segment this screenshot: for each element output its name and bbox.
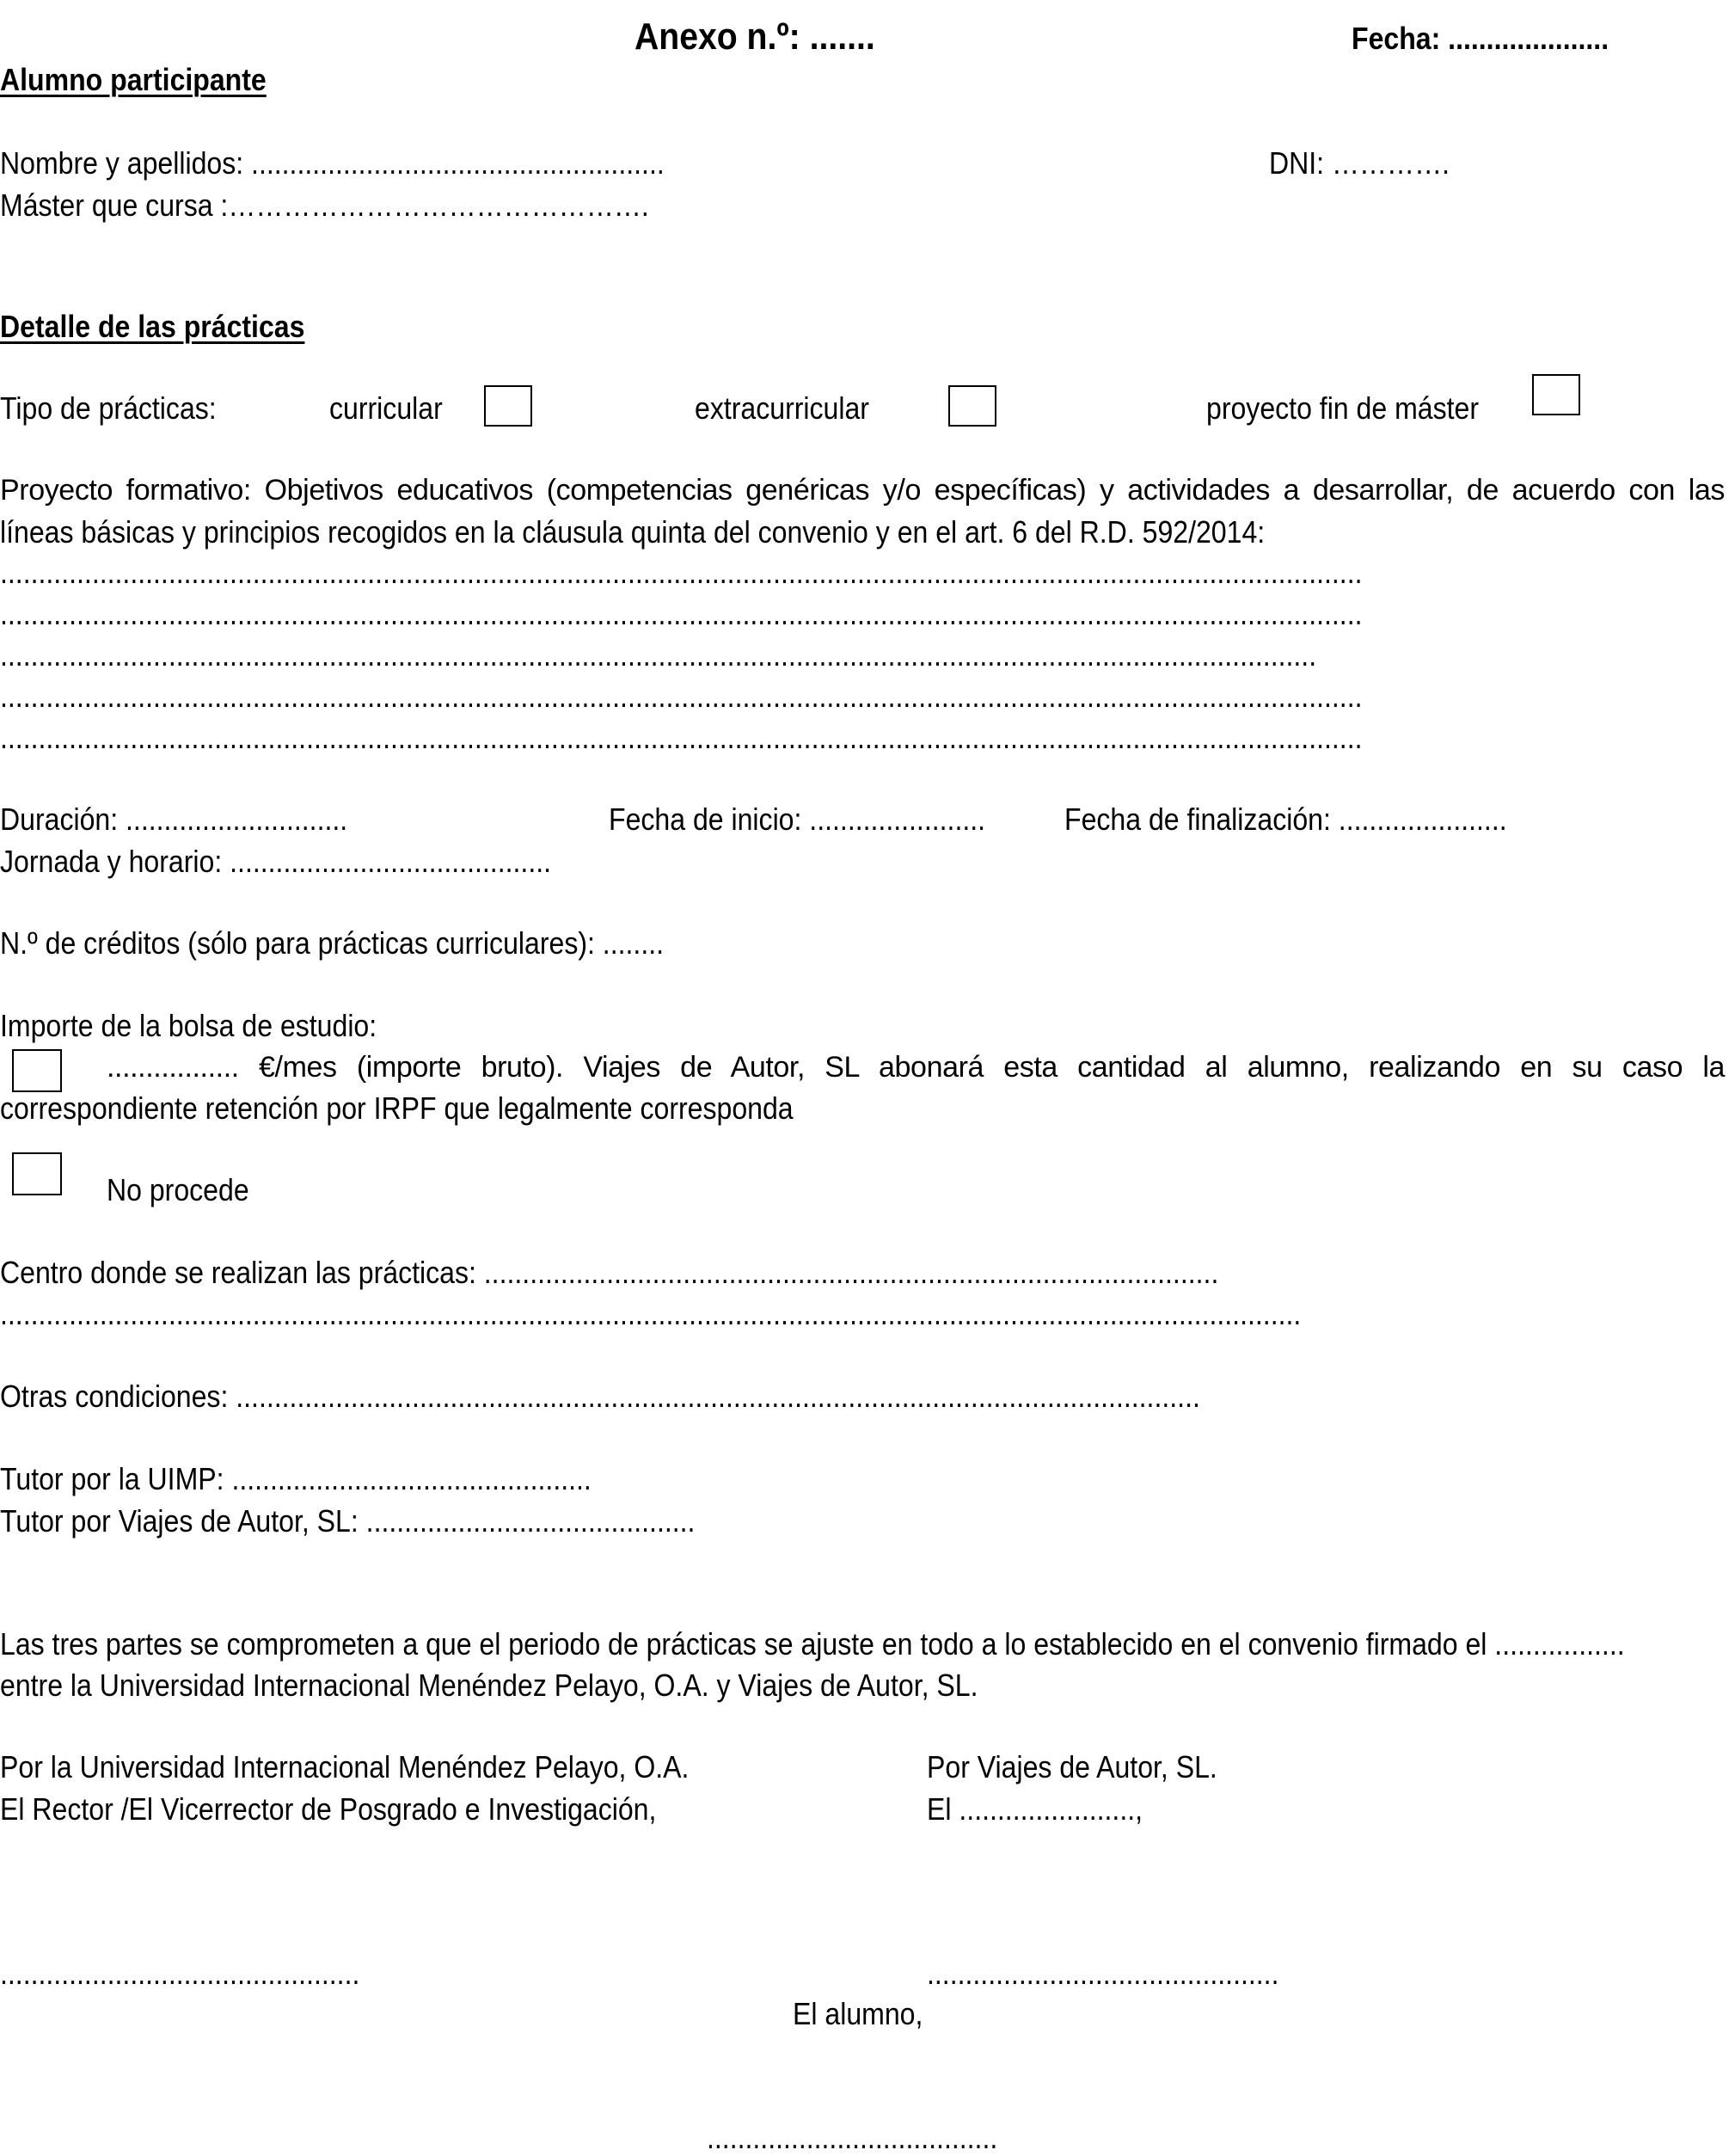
credits-field: N.º de créditos (sólo para prácticas curriculares): ........: [0, 925, 665, 961]
duration-field: Duración: .............................: [0, 802, 348, 837]
curricular-checkbox[interactable]: [484, 385, 532, 427]
student-dni-field: DNI: ………….: [1269, 145, 1450, 181]
header-date: Fecha: .....................: [1352, 21, 1609, 56]
student-signatory-label: El alumno,: [793, 1996, 923, 2031]
center-field: Centro donde se realizan las prácticas: ................................................................................................: [0, 1255, 1219, 1290]
training-project-text-line1: Proyecto formativo: Objetivos educativos (competencias genéricas y/o específicas) y actividades a desarrollar, de acuerdo con las: [0, 474, 1725, 507]
university-signatory-line1: Por la Universidad Internacional Menéndez Pelayo, O.A.: [0, 1749, 690, 1784]
option-curricular-label: curricular: [329, 390, 443, 426]
project-dotted-line: ............................................................................................................................................................................: [0, 637, 1317, 673]
practice-type-label: Tipo de prácticas:: [0, 390, 217, 426]
project-dotted-line: ..................................................................................................................................................................................: [0, 596, 1363, 631]
company-signature-line: ..............................................: [927, 1956, 1279, 1991]
other-conditions-field: Otras condiciones: ..............................................................................................................................: [0, 1379, 1200, 1414]
extracurricular-checkbox[interactable]: [948, 385, 996, 427]
start-date-field: Fecha de inicio: .......................: [609, 802, 986, 837]
option-extracurricular-label: extracurricular: [695, 390, 869, 426]
details-section-heading: Detalle de las prácticas: [0, 309, 305, 344]
student-name-field: Nombre y apellidos: ......................................................: [0, 145, 665, 181]
student-section-heading: Alumno participante: [0, 62, 267, 97]
training-project-text-line2: líneas básicas y principios recogidos en la cláusula quinta del convenio y en el art. 6 del R.D. 592/2014:: [0, 514, 1266, 550]
annex-number: Anexo n.º: .......: [635, 15, 875, 58]
university-signatory-line2: El Rector /El Vicerrector de Posgrado e Investigación,: [0, 1791, 657, 1827]
grant-amount-text-continuation: correspondiente retención por IRPF que legalmente corresponda: [0, 1090, 794, 1126]
schedule-field: Jornada y horario: ..........................................: [0, 844, 552, 879]
company-signatory-line1: Por Viajes de Autor, SL.: [927, 1749, 1217, 1784]
final-project-checkbox[interactable]: [1532, 374, 1580, 415]
project-dotted-line: ..................................................................................................................................................................................: [0, 555, 1363, 590]
end-date-field: Fecha de finalización: ......................: [1064, 802, 1507, 837]
not-applicable-label: No procede: [107, 1172, 249, 1207]
center-field-continuation: ..........................................................................................................................................................................: [0, 1296, 1302, 1331]
commitment-text-line1: Las tres partes se comprometen a que el periodo de prácticas se ajuste en todo a lo establecido en el convenio firmado el .................: [0, 1626, 1625, 1662]
university-signature-line: ...............................................: [0, 1956, 360, 1991]
option-final-project-label: proyecto fin de máster: [1206, 390, 1479, 426]
project-dotted-line: ..................................................................................................................................................................................: [0, 679, 1363, 714]
student-master-field: Máster que cursa :……………………………………….: [0, 187, 649, 223]
project-dotted-line: ..................................................................................................................................................................................: [0, 720, 1363, 755]
grant-amount-text: ................. €/mes (importe bruto). Viajes de Autor, SL abonará esta cantidad al alumno, realizando en su caso la: [107, 1051, 1725, 1084]
commitment-text-line2: entre la Universidad Internacional Menéndez Pelayo, O.A. y Viajes de Autor, SL.: [0, 1668, 978, 1703]
student-signature-line: ......................................: [707, 2120, 998, 2155]
tutor-uimp-field: Tutor por la UIMP: ...............................................: [0, 1461, 592, 1496]
grant-amount-checkbox[interactable]: [12, 1049, 62, 1092]
company-signatory-line2: El .......................,: [927, 1791, 1143, 1827]
not-applicable-checkbox[interactable]: [12, 1152, 62, 1195]
tutor-company-field: Tutor por Viajes de Autor, SL: ...........................................: [0, 1503, 696, 1539]
grant-label: Importe de la bolsa de estudio:: [0, 1008, 377, 1043]
